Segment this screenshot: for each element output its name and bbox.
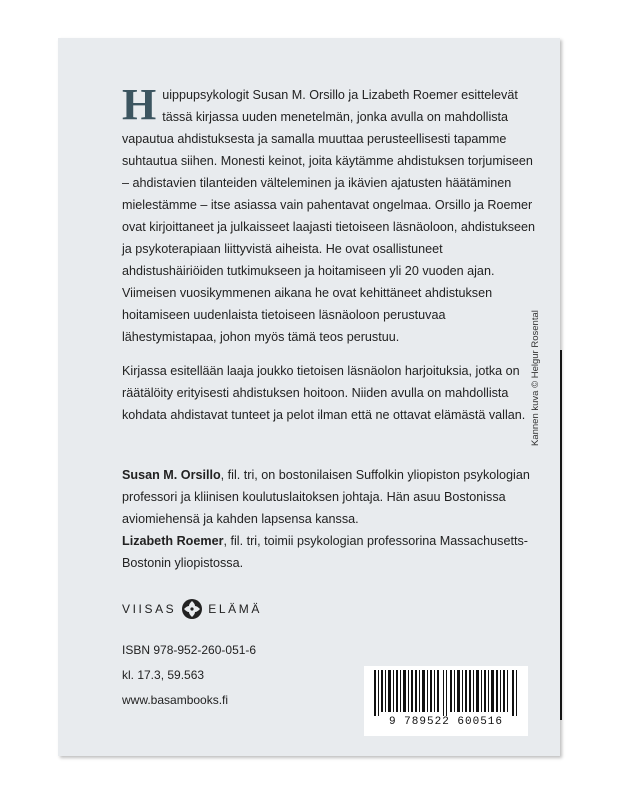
barcode-number: 9 789522 600516 — [388, 716, 504, 728]
author-bio — [122, 464, 542, 574]
author-2-bio: , fil. tri, toimii psykologian professorina Massachusetts-Bostonin yliopistossa. — [122, 534, 528, 570]
celtic-knot-icon — [181, 598, 203, 620]
blurb-text-1: uippupsykologit Susan M. Orsillo ja Lizabeth Roemer esittelevät tässä kirjassa uuden menetelmän, jonka avulla on mahdollista vapautua ahdistuksesta ja samalla muuttaa perusteellisesti tapamme suhtautua siihen. Monesti keinot, joita käytämme ahdistuksen torjumiseen – ahdistavien tilanteiden välteleminen ja ikävien ajatusten häätäminen mielestämme – itse asiassa vain pahentavat ongelmaa. Orsillo ja Roemer ovat kirjoittaneet ja julkaisseet laajasti tietoiseen läsnäoloon, ahdistukseen ja psykoterapiaan liittyvistä aiheista. He ovat osallistuneet ahdistushäiriöiden tutkimukseen ja hoitamiseen yli 20 vuoden ajan. Viimeisen vuosikymmenen aikana he ovat kehittäneet ahdistuksen hoitamiseen uudenlaista tietoiseen läsnäoloon perustuvaa lähestymistapaa, johon myös tämä teos perustuu. — [122, 88, 536, 344]
barcode-icon — [374, 670, 518, 716]
classification-line: kl. 17.3, 59.563 — [122, 668, 205, 682]
author-1-bio: , fil. tri, on bostonilaisen Suffolkin yliopiston psykologian professori ja kliinisen koulutuslaitoksen johtaja. Hän asuu Bostonissa aviomiehensä ja kahden lapsensa kanssa. — [122, 468, 530, 526]
back-cover — [58, 38, 560, 756]
cover-photo-credit: Kannen kuva © Helgur Rosental — [530, 310, 541, 446]
website-line: www.basambooks.fi — [122, 693, 229, 707]
publisher-logo-left: VIISAS — [122, 602, 177, 616]
publisher-logo-right: ELÄMÄ — [208, 602, 262, 616]
author-1-name: Susan M. Orsillo — [122, 468, 221, 482]
publisher-logo — [122, 596, 262, 622]
isbn-block — [122, 638, 256, 713]
isbn-line: ISBN 978-952-260-051-6 — [122, 643, 257, 657]
blurb-paragraph-2: Kirjassa esitellään laaja joukko tietoisen läsnäolon harjoituksia, jotka on räätälöity erityisesti ahdistuksen hoitoon. Niiden avulla on mahdollista kohdata ahdistavat tunteet ja pelot ilman että ne ottavat elämästä vallan. — [122, 364, 526, 422]
blurb-paragraph-1 — [122, 80, 542, 348]
barcode — [364, 666, 528, 736]
drop-cap: H — [122, 80, 157, 129]
author-2-name: Lizabeth Roemer — [122, 534, 224, 548]
